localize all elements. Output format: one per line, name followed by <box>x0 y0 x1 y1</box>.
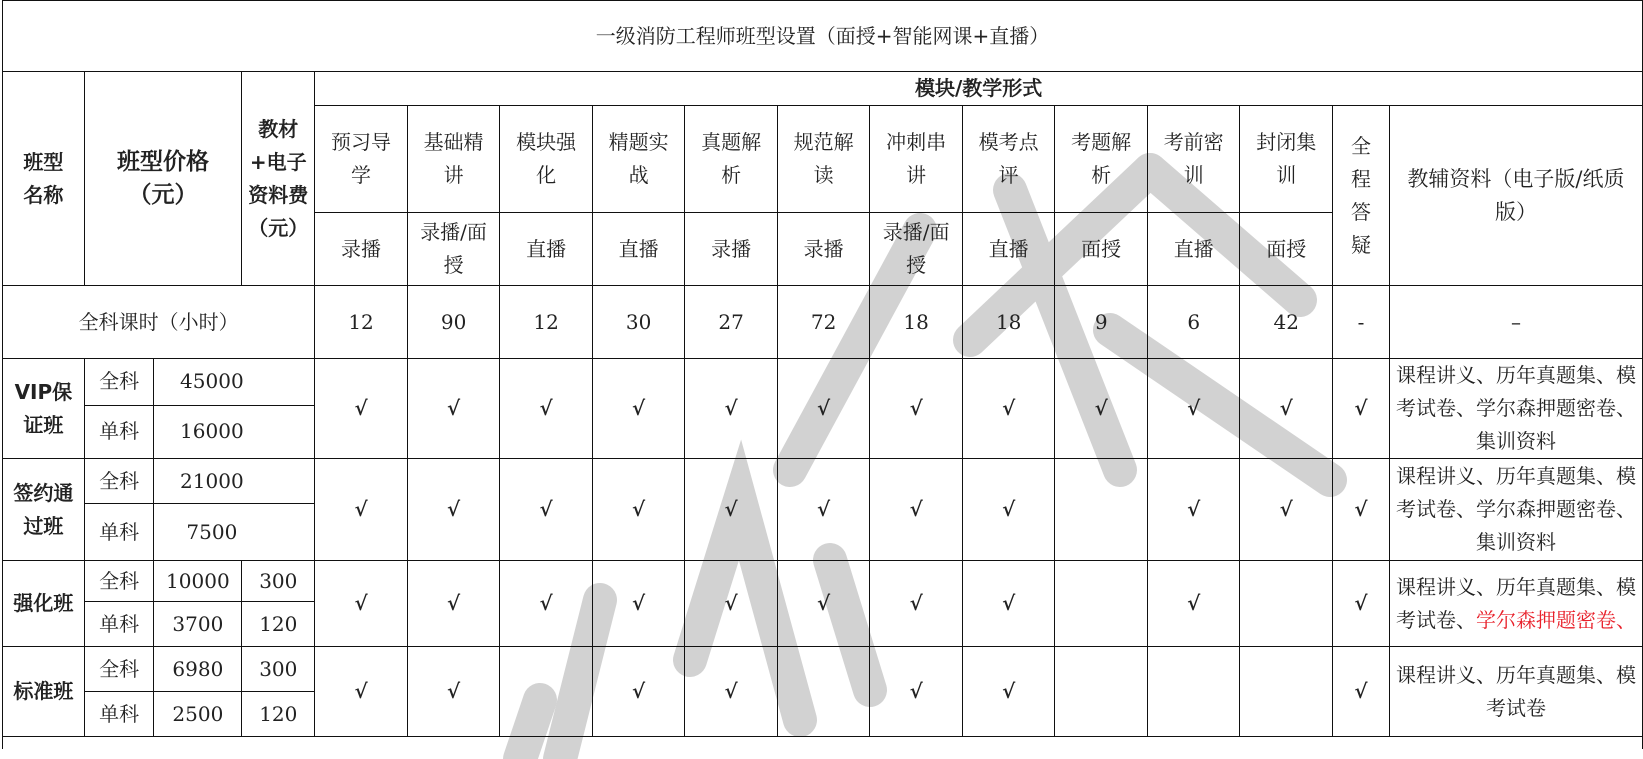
full-fee: 300 <box>242 561 315 602</box>
full-label: 全科 <box>84 359 154 406</box>
module-hours: 30 <box>592 286 685 359</box>
module-name: 规范解读 <box>777 106 870 213</box>
header-class-price: 班型价格（元） <box>84 72 242 286</box>
single-price: 7500 <box>154 504 315 561</box>
full-price: 10000 <box>154 561 242 602</box>
check-mark: √ <box>315 561 408 647</box>
header-full-qa: 全程答疑 <box>1332 106 1389 286</box>
check-mark: √ <box>962 359 1055 459</box>
empty-cell <box>1055 647 1148 737</box>
module-hours: 6 <box>1147 286 1240 359</box>
check-mark: √ <box>685 459 778 561</box>
empty-cell <box>1147 647 1240 737</box>
check-mark: √ <box>407 561 500 647</box>
module-form: 录播 <box>777 213 870 286</box>
check-mark: √ <box>870 561 963 647</box>
full-price: 21000 <box>154 459 315 504</box>
table-title: 一级消防工程师班型设置（面授+智能网课+直播） <box>3 1 1643 72</box>
check-mark: √ <box>962 561 1055 647</box>
empty-cell <box>1240 647 1333 737</box>
module-name: 封闭集训 <box>1240 106 1333 213</box>
module-hours: 12 <box>315 286 408 359</box>
check-mark: √ <box>592 359 685 459</box>
check-mark: √ <box>777 561 870 647</box>
module-hours: 72 <box>777 286 870 359</box>
module-name: 基础精讲 <box>407 106 500 213</box>
single-fee: 120 <box>242 602 315 647</box>
check-mark: √ <box>500 359 593 459</box>
empty-cell <box>777 647 870 737</box>
check-mark: √ <box>870 647 963 737</box>
module-form: 直播 <box>1147 213 1240 286</box>
class-name: VIP保证班 <box>3 359 85 459</box>
empty-cell <box>1240 561 1333 647</box>
module-name: 预习导学 <box>315 106 408 213</box>
check-mark: √ <box>407 459 500 561</box>
module-form: 录播/面授 <box>407 213 500 286</box>
header-material-fee: 教材+电子资料费（元） <box>242 72 315 286</box>
class-materials <box>1389 647 1642 737</box>
module-name: 精题实战 <box>592 106 685 213</box>
full-price: 6980 <box>154 647 242 692</box>
module-name: 模块强化 <box>500 106 593 213</box>
module-hours: 18 <box>870 286 963 359</box>
hours-qa: - <box>1332 286 1389 359</box>
module-name: 模考点评 <box>962 106 1055 213</box>
class-materials <box>1389 459 1642 561</box>
qa-check-mark: √ <box>1332 561 1389 647</box>
module-hours: 42 <box>1240 286 1333 359</box>
single-label: 单科 <box>84 504 154 561</box>
module-form: 面授 <box>1055 213 1148 286</box>
header-materials: 教辅资料（电子版/纸质版） <box>1389 106 1642 286</box>
module-form: 直播 <box>500 213 593 286</box>
full-fee: 300 <box>242 647 315 692</box>
check-mark: √ <box>1240 359 1333 459</box>
materials-text: 课程讲义、历年真题集、模考试卷、学尔森押题密卷、集训资料 <box>1395 464 1636 554</box>
check-mark: √ <box>685 647 778 737</box>
check-mark: √ <box>962 647 1055 737</box>
check-mark: √ <box>870 359 963 459</box>
materials-text: 课程讲义、历年真题集、模考试卷、 <box>1395 574 1636 632</box>
check-mark: √ <box>592 561 685 647</box>
class-name: 签约通过班 <box>3 459 85 561</box>
single-label: 单科 <box>84 692 154 737</box>
qa-check-mark: √ <box>1332 647 1389 737</box>
module-hours: 9 <box>1055 286 1148 359</box>
materials-highlight-text: 学尔森押题密卷、 <box>1475 607 1636 632</box>
module-name: 冲刺串讲 <box>870 106 963 213</box>
single-price: 3700 <box>154 602 242 647</box>
table-row <box>3 561 1643 602</box>
module-form: 面授 <box>1240 213 1333 286</box>
check-mark: √ <box>592 459 685 561</box>
single-label: 单科 <box>84 602 154 647</box>
module-hours: 18 <box>962 286 1055 359</box>
check-mark: √ <box>592 647 685 737</box>
materials-text: 课程讲义、历年真题集、模考试卷、学尔森押题密卷、集训资料 <box>1395 363 1636 453</box>
table-row <box>3 647 1643 692</box>
empty-cell <box>1055 561 1148 647</box>
check-mark: √ <box>315 647 408 737</box>
full-label: 全科 <box>84 647 154 692</box>
module-name: 考题解析 <box>1055 106 1148 213</box>
cut-off-row <box>3 737 1643 749</box>
check-mark: √ <box>315 359 408 459</box>
check-mark: √ <box>685 359 778 459</box>
check-mark: √ <box>315 459 408 561</box>
check-mark: √ <box>500 561 593 647</box>
check-mark: √ <box>1055 359 1148 459</box>
empty-cell <box>1055 459 1148 561</box>
module-hours: 27 <box>685 286 778 359</box>
class-materials <box>1389 359 1642 459</box>
header-modules-group: 模块/教学形式 <box>315 72 1643 106</box>
single-label: 单科 <box>84 405 154 458</box>
class-name: 标准班 <box>3 647 85 737</box>
class-materials <box>1389 561 1642 647</box>
check-mark: √ <box>500 459 593 561</box>
check-mark: √ <box>777 459 870 561</box>
single-price: 16000 <box>154 405 315 458</box>
module-hours: 12 <box>500 286 593 359</box>
check-mark: √ <box>685 561 778 647</box>
module-form: 录播 <box>685 213 778 286</box>
empty-cell <box>500 647 593 737</box>
full-price: 45000 <box>154 359 315 406</box>
module-form: 录播/面授 <box>870 213 963 286</box>
check-mark: √ <box>407 647 500 737</box>
full-label: 全科 <box>84 459 154 504</box>
table-row <box>3 459 1643 504</box>
module-name: 考前密训 <box>1147 106 1240 213</box>
full-label: 全科 <box>84 561 154 602</box>
check-mark: √ <box>870 459 963 561</box>
qa-check-mark: √ <box>1332 459 1389 561</box>
qa-check-mark: √ <box>1332 359 1389 459</box>
check-mark: √ <box>777 359 870 459</box>
check-mark: √ <box>1240 459 1333 561</box>
module-name: 真题解析 <box>685 106 778 213</box>
class-table <box>2 0 1643 749</box>
hours-label: 全科课时（小时） <box>3 286 315 359</box>
single-price: 2500 <box>154 692 242 737</box>
check-mark: √ <box>1147 459 1240 561</box>
check-mark: √ <box>1147 359 1240 459</box>
check-mark: √ <box>407 359 500 459</box>
module-hours: 90 <box>407 286 500 359</box>
materials-text: 课程讲义、历年真题集、模考试卷 <box>1395 662 1636 720</box>
module-form: 直播 <box>962 213 1055 286</box>
table-row <box>3 359 1643 406</box>
check-mark: √ <box>962 459 1055 561</box>
class-name: 强化班 <box>3 561 85 647</box>
module-form: 录播 <box>315 213 408 286</box>
module-form: 直播 <box>592 213 685 286</box>
header-class-name: 班型名称 <box>3 72 85 286</box>
single-fee: 120 <box>242 692 315 737</box>
hours-materials: – <box>1389 286 1642 359</box>
check-mark: √ <box>1147 561 1240 647</box>
